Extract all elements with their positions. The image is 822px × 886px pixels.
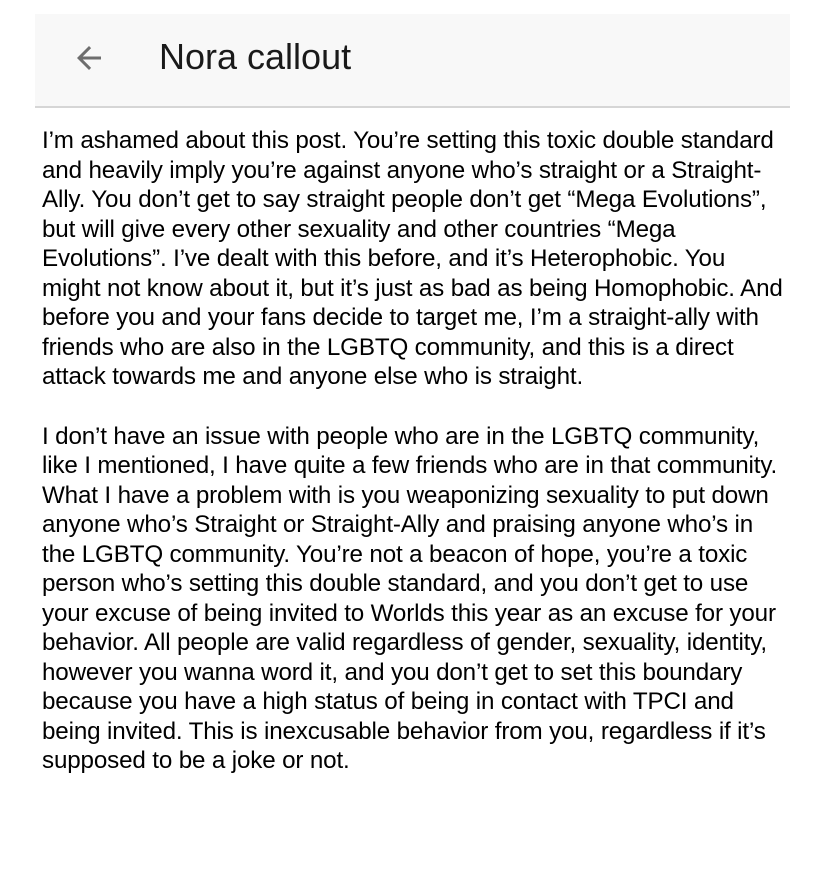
paragraph-2: I don’t have an issue with people who are in the LGBTQ community, like I mentioned, I have quite a few friends who are in that community. What I have a problem with is you weaponizing sexuality to put down anyone who’s Straight or Straight-Ally and praising anyone who’s in the LGBTQ community. You’re not a beacon of hope, you’re a toxic person who’s setting this double standard, and you don’t get to use your excuse of being invited to Worlds this year as an excuse for your behavior. All people are valid regardless of gender, sexuality, identity, however you wanna word it, and you don’t get to set this boundary because you have a high status of being in contact with TPCI and being invited. This is inexcusable behavior from you, regardless if it’s supposed to be a joke or not. (42, 422, 778, 774)
arrow-left-icon (71, 40, 107, 76)
paragraph-1: I’m ashamed about this post. You’re setting this toxic double standard and heavily imply you’re against anyone who’s straight or a Straight-Ally. You don’t get to say straight people don’t get “Mega Evolutions”, but will give every other sexuality and other countries “Mega Evolutions”. I’ve dealt with this before, and it’s Heterophobic. You might not know about it, but it’s just as bad as being Homophobic. And before you and your fans decide to target me, I’m a straight-ally with friends who are also in the LGBTQ community, and this is a direct attack towards me and anyone else who is straight. (42, 127, 783, 390)
page-title: Nora callout (159, 36, 352, 77)
back-button[interactable] (67, 36, 111, 80)
note-body (42, 126, 790, 776)
app-bar (35, 14, 790, 108)
